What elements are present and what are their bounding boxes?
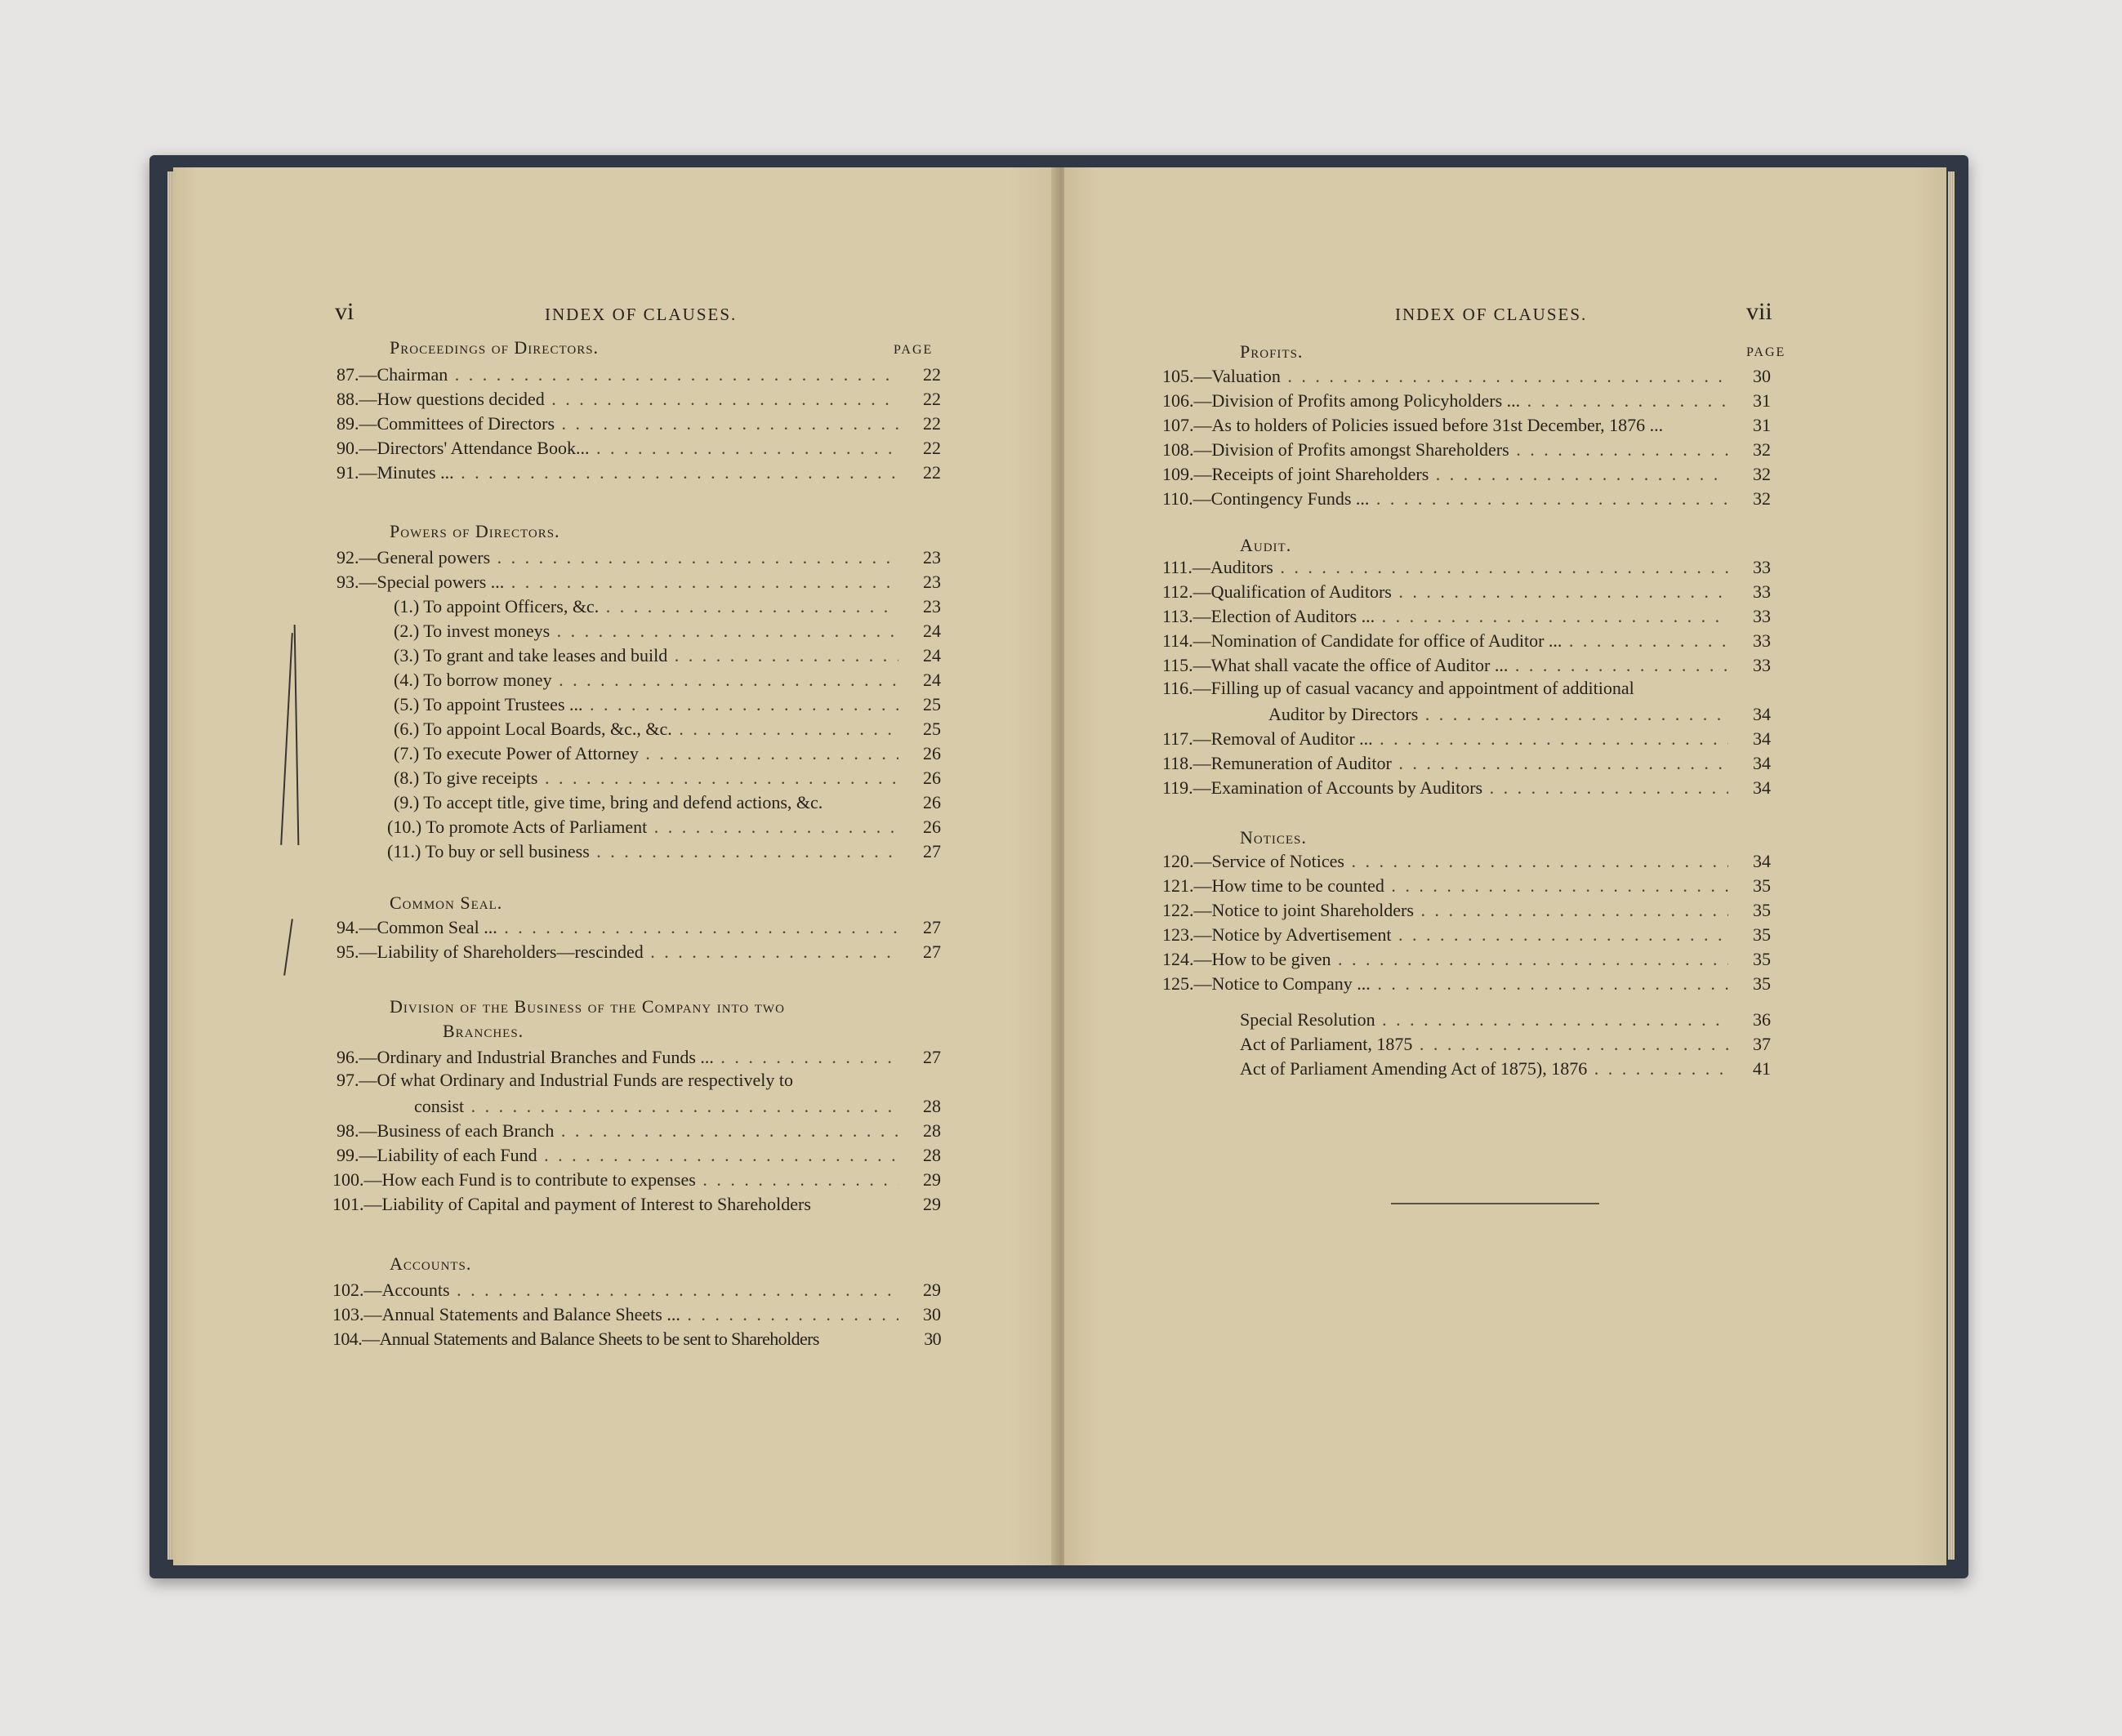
index-sub-entry: (3.) To grant and take leases and build . . . 24 xyxy=(394,643,941,668)
index-entry: 102.—Accounts . . . 29 xyxy=(332,1278,941,1302)
section-heading: Division of the Business of the Company into two xyxy=(390,996,785,1017)
index-entry-continued: consist . . . 28 xyxy=(414,1094,941,1119)
index-entry: 101.—Liability of Capital and payment of Interest to Shareholders 29 xyxy=(332,1194,941,1214)
index-entry: 121.—How time to be counted . . . 35 xyxy=(1162,874,1771,898)
index-entry: 87.—Chairman . . . 22 xyxy=(337,363,941,387)
index-entry: 106.—Division of Profits among Policyholders ... . . . 31 xyxy=(1162,389,1771,413)
pencil-mark xyxy=(294,625,300,845)
index-entry: 103.—Annual Statements and Balance Sheets ... . . . 30 xyxy=(332,1302,941,1327)
index-sub-entry: (9.) To accept title, give time, bring and defend actions, &c. 26 xyxy=(394,792,941,812)
index-entry: 90.—Directors' Attendance Book... . . . 22 xyxy=(337,436,941,461)
index-entry: 105.—Valuation . . . 30 xyxy=(1162,364,1771,389)
section-heading-continued: Branches. xyxy=(443,1021,524,1041)
index-entry: 110.—Contingency Funds ... . . . 32 xyxy=(1162,487,1771,511)
section-heading: Common Seal. xyxy=(390,892,503,913)
index-entry: 92.—General powers . . . 23 xyxy=(337,545,941,570)
index-sub-entry: (6.) To appoint Local Boards, &c., &c. . . . 25 xyxy=(394,717,941,741)
pencil-mark xyxy=(283,919,293,976)
page-edges-right xyxy=(1948,171,1955,1560)
index-entry: 123.—Notice by Advertisement . . . 35 xyxy=(1162,923,1771,947)
index-entry: 88.—How questions decided . . . 22 xyxy=(337,387,941,412)
index-entry-continued: Auditor by Directors . . . 34 xyxy=(1268,702,1771,727)
index-entry: 122.—Notice to joint Shareholders . . . 35 xyxy=(1162,898,1771,923)
index-sub-entry: (10.) To promote Acts of Parliament . . . 26 xyxy=(387,815,941,839)
index-entry: 100.—How each Fund is to contribute to expenses . . . 29 xyxy=(332,1168,941,1192)
index-entry: 113.—Election of Auditors ... . . . 33 xyxy=(1162,604,1771,629)
index-entry: 108.—Division of Profits amongst Shareholders . . . 32 xyxy=(1162,438,1771,462)
running-header: INDEX OF CLAUSES. xyxy=(545,305,738,324)
index-entry: Act of Parliament, 1875 . . . 37 xyxy=(1240,1032,1771,1057)
end-rule xyxy=(1391,1203,1599,1204)
index-sub-entry: (2.) To invest moneys . . . 24 xyxy=(394,619,941,643)
index-sub-entry: (1.) To appoint Officers, &c. . . . 23 xyxy=(394,594,941,619)
pencil-mark xyxy=(280,633,293,845)
index-entry: 120.—Service of Notices . . . 34 xyxy=(1162,849,1771,874)
index-sub-entry: (11.) To buy or sell business . . . 27 xyxy=(387,839,941,864)
index-sub-entry: (7.) To execute Power of Attorney . . . 26 xyxy=(394,741,941,766)
index-entry: 111.—Auditors . . . 33 xyxy=(1162,555,1771,580)
index-entry-multiline: 116.—Filling up of casual vacancy and appointment of additional xyxy=(1162,678,1634,698)
page-folio: vii xyxy=(1746,298,1772,325)
index-entry: 109.—Receipts of joint Shareholders . . . 32 xyxy=(1162,462,1771,487)
section-heading: Accounts. xyxy=(390,1253,472,1274)
index-entry: 91.—Minutes ... . . . 22 xyxy=(337,461,941,485)
index-entry: Special Resolution . . . 36 xyxy=(1240,1008,1771,1032)
index-entry: 94.—Common Seal ... . . . 27 xyxy=(337,915,941,940)
index-entry-multiline: 97.—Of what Ordinary and Industrial Funds are respectively to xyxy=(337,1070,794,1090)
index-entry: 89.—Committees of Directors . . . 22 xyxy=(337,412,941,436)
index-entry: 96.—Ordinary and Industrial Branches and Funds ... . . . 27 xyxy=(337,1045,941,1070)
index-entry: 125.—Notice to Company ... . . . 35 xyxy=(1162,972,1771,996)
index-entry: 119.—Examination of Accounts by Auditors . . . 34 xyxy=(1162,776,1771,800)
index-sub-entry: (4.) To borrow money . . . 24 xyxy=(394,668,941,692)
index-entry: 124.—How to be given . . . 35 xyxy=(1162,947,1771,972)
index-entry: 95.—Liability of Shareholders—rescinded . . . 27 xyxy=(337,940,941,964)
left-page xyxy=(173,167,1059,1565)
index-entry: 118.—Remuneration of Auditor . . . 34 xyxy=(1162,751,1771,776)
index-entry: 99.—Liability of each Fund . . . 28 xyxy=(337,1143,941,1168)
index-entry: 93.—Special powers ... . . . 23 xyxy=(337,570,941,594)
index-entry: 117.—Removal of Auditor ... . . . 34 xyxy=(1162,727,1771,751)
page-column-label: PAGE xyxy=(1746,345,1786,359)
right-page xyxy=(1064,167,1946,1565)
section-heading: Audit. xyxy=(1240,535,1292,555)
page-column-label: PAGE xyxy=(894,343,934,357)
index-entry: 114.—Nomination of Candidate for office of Auditor ... . . . 33 xyxy=(1162,629,1771,653)
index-entry: 107.—As to holders of Policies issued before 31st December, 1876 ... 31 xyxy=(1162,415,1771,435)
index-entry: 115.—What shall vacate the office of Auditor ... . . . 33 xyxy=(1162,653,1771,678)
index-entry: 98.—Business of each Branch . . . 28 xyxy=(337,1119,941,1143)
section-heading: Profits. xyxy=(1240,341,1304,362)
page-folio: vi xyxy=(335,298,354,325)
index-entry: Act of Parliament Amending Act of 1875), 1876 . . . 41 xyxy=(1240,1057,1771,1081)
section-heading: Powers of Directors. xyxy=(390,521,560,541)
index-entry: 112.—Qualification of Auditors . . . 33 xyxy=(1162,580,1771,604)
section-heading: Notices. xyxy=(1240,827,1307,848)
index-entry: 104.—Annual Statements and Balance Sheets to be sent to Shareholders 30 xyxy=(332,1329,941,1349)
index-sub-entry: (5.) To appoint Trustees ... . . . 25 xyxy=(394,692,941,717)
section-heading: Proceedings of Directors. xyxy=(390,337,600,358)
running-header: INDEX OF CLAUSES. xyxy=(1395,305,1588,324)
index-sub-entry: (8.) To give receipts . . . 26 xyxy=(394,766,941,790)
